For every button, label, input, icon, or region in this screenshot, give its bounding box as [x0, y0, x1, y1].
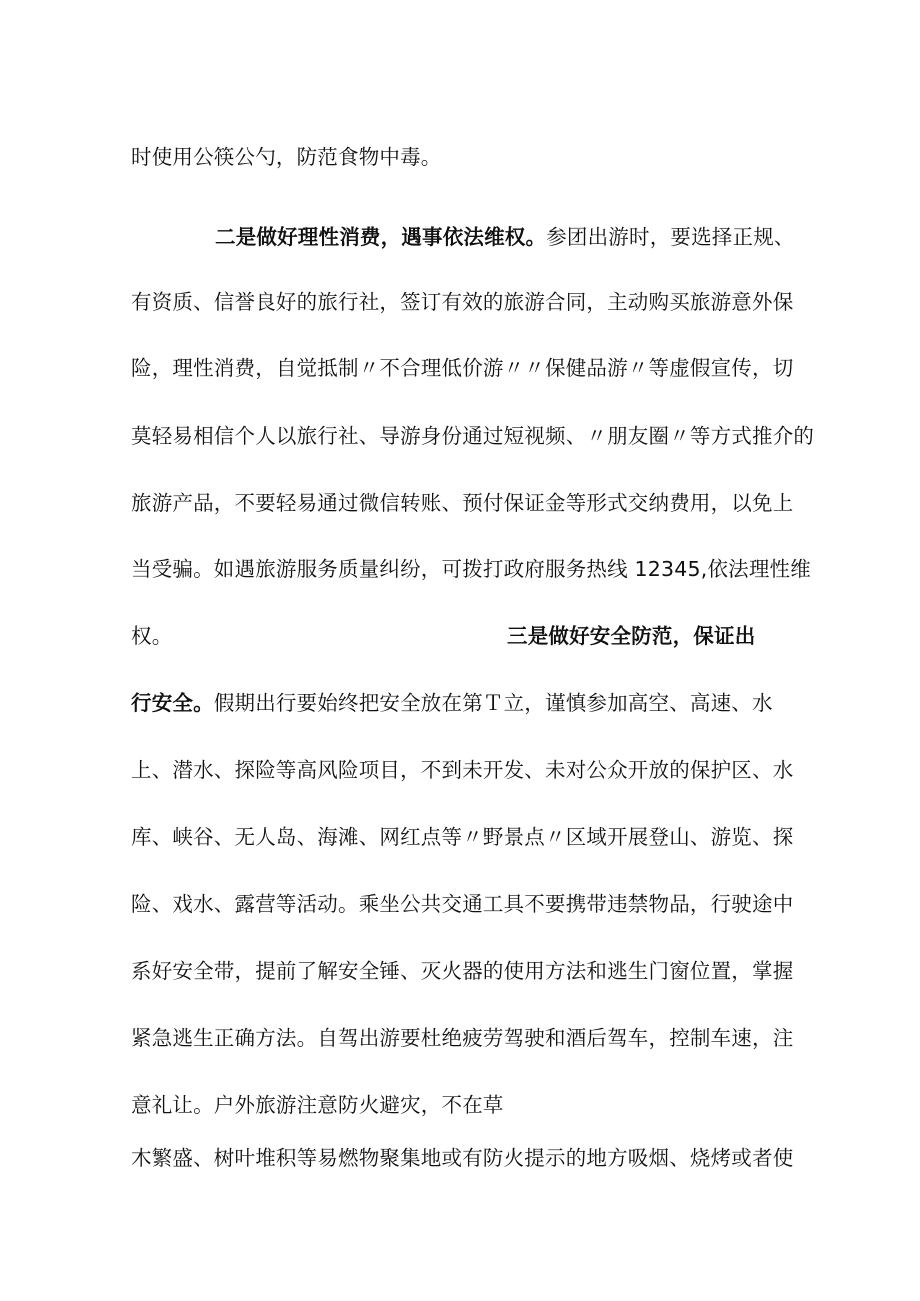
line-text: 假期出行要始终把安全放在第Ｔ立，谨慎参加高空、高速、水 [213, 691, 773, 715]
heading-3-end: 行安全。 [131, 691, 214, 715]
text-line-12 [131, 891, 793, 917]
text-line-3 [131, 289, 793, 315]
line-text: 木繁盛、树叶堆积等易燃物聚集地或有防火提示的地方吸烟、烧烤或者使 [131, 1146, 794, 1170]
text-line-8 [131, 623, 172, 649]
text-line-14 [131, 1025, 793, 1051]
text-line-7 [131, 556, 811, 582]
line-text: 库、峡谷、无人岛、海滩、网红点等〃野景点〃区域开展登山、游览、探 [131, 825, 794, 849]
text-line-10 [131, 757, 793, 783]
heading-3-start [507, 623, 755, 649]
text-line-2 [215, 224, 795, 250]
text-line-13 [131, 958, 793, 984]
heading-2: 二是做好理性消费，遇事依法维权。 [215, 225, 547, 249]
line-text: 紧急逃生正确方法。自驾出游要杜绝疲劳驾驶和酒后驾车，控制车速，注 [131, 1026, 794, 1050]
line-text: 有资质、信誉良好的旅行社，签订有效的旅游合同，主动购买旅游意外保 [131, 290, 794, 314]
line-text: 系好安全带，提前了解安全锤、灭火器的使用方法和逃生门窗位置，掌握 [131, 959, 794, 983]
line-text: 三是做好安全防范，保证出 [507, 624, 756, 648]
text-line-6 [131, 490, 793, 516]
line-text: 上、潜水、探险等高风险项目，不到未开发、未对公众开放的保护区、水 [131, 758, 794, 782]
line-text: 险，理性消费，自觉抵制〃不合理低价游〃〃保健品游〃等虚假宣传，切 [131, 356, 794, 380]
text-line-11 [131, 824, 793, 850]
line-text: 莫轻易相信个人以旅行社、导游身份通过短视频、〃朋友圈〃等方式推介的 [131, 424, 815, 448]
line-text: 参团出游时，要选择正规、 [546, 225, 795, 249]
line-text: 权。 [131, 624, 173, 648]
text-line-5 [131, 423, 814, 449]
text-line-4 [131, 355, 793, 381]
line-text: 旅游产品，不要轻易通过微信转账、预付保证金等形式交纳费用，以免上 [131, 491, 794, 515]
line-text: 意礼让。户外旅游注意防火避灾，不在草 [131, 1093, 504, 1117]
line-text: 当受骗。如遇旅游服务质量纠纷，可拨打政府服务热线 12345,依法理性维 [131, 557, 811, 581]
text-line-9 [131, 690, 773, 716]
text-line-1 [131, 144, 442, 170]
line-text: 险、戏水、露营等活动。乘坐公共交通工具不要携带违禁物品，行驶途中 [131, 892, 794, 916]
text-line-16 [131, 1145, 793, 1171]
line-text: 时使用公筷公勺，防范食物中毒。 [131, 145, 442, 169]
text-line-15 [131, 1092, 504, 1118]
